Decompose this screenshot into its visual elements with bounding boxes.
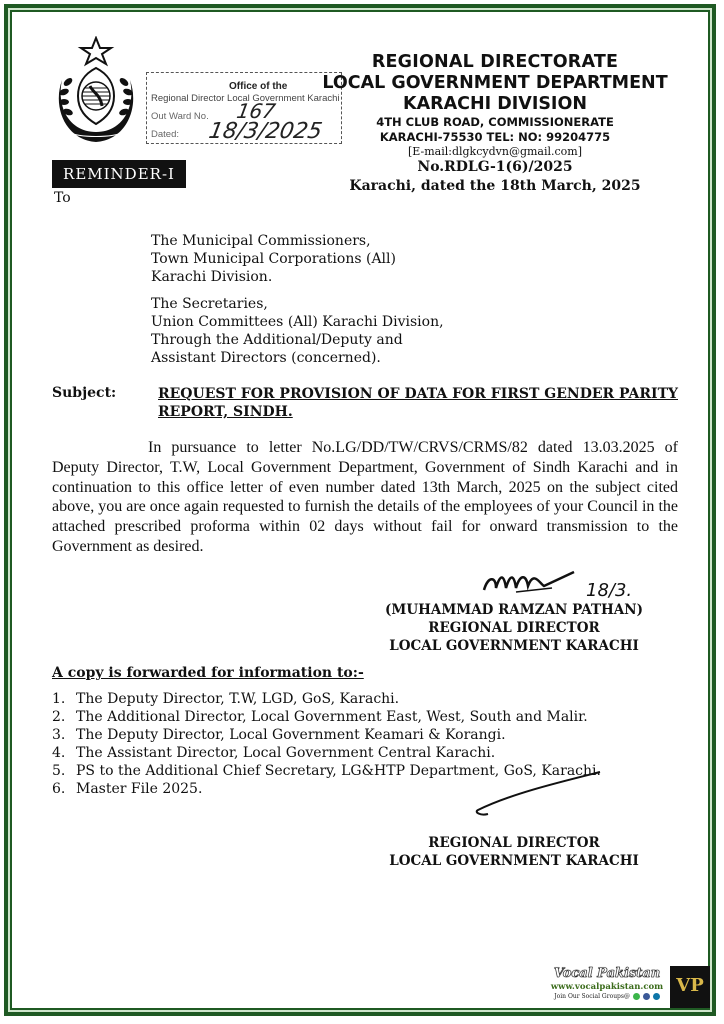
- sindh-government-emblem-icon: [50, 36, 142, 148]
- stamp-director-line: Regional Director Local Government Karachi: [151, 93, 340, 104]
- signatory-office-2: LOCAL GOVERNMENT KARACHI: [389, 853, 639, 869]
- letterhead-department: LOCAL GOVERNMENT DEPARTMENT: [322, 73, 668, 93]
- stamp-dated-value: 18/3/2025: [206, 119, 325, 144]
- addressee-line: Through the Additional/Deputy and: [151, 332, 403, 348]
- signatory-title: REGIONAL DIRECTOR: [428, 620, 600, 636]
- linkedin-icon: [653, 993, 660, 1000]
- watermark-join: Join Our Social Groups@: [548, 993, 666, 1000]
- addressee-block-1: [151, 232, 396, 286]
- signatory-office: LOCAL GOVERNMENT KARACHI: [389, 638, 639, 654]
- signatory-block: [380, 601, 648, 655]
- addressee-line: The Municipal Commissioners,: [151, 233, 371, 249]
- copy-forwarded-title: A copy is forwarded for information to:-: [52, 665, 364, 681]
- signature-stroke-icon: [470, 768, 610, 818]
- letter-body: [52, 438, 678, 557]
- addressee-line: Assistant Directors (concerned).: [151, 350, 381, 366]
- vocal-pakistan-logo-icon: VP: [670, 966, 710, 1008]
- signature-handwritten-date: 18/3.: [586, 580, 633, 601]
- letterhead-address-2: KARACHI-75530 TEL: NO: 99204775: [379, 130, 611, 144]
- addressee-line: The Secretaries,: [151, 296, 268, 312]
- handwritten-signature-icon: [482, 566, 642, 606]
- stamp-dated-label: Dated:: [151, 129, 179, 140]
- addressee-block-2: [151, 295, 444, 367]
- vocal-pakistan-watermark: [548, 966, 712, 1012]
- subject-label: Subject:: [52, 385, 117, 401]
- addressee-line: Karachi Division.: [151, 269, 273, 285]
- letterhead-division: KARACHI DIVISION: [403, 94, 587, 114]
- stamp-office-line: Office of the: [229, 81, 288, 92]
- stamp-outward-number: 167: [234, 99, 278, 123]
- list-item: 5. PS to the Additional Chief Secretary, LG&HTP Department, GoS, Karachi.: [52, 763, 601, 779]
- stamp-outward-label: Out Ward No.: [151, 111, 209, 122]
- watermark-url: www.vocalpakistan.com: [550, 982, 664, 992]
- letter-body-text: In pursuance to letter No.LG/DD/TW/CRVS/CRMS/82 dated 13.03.2025 of Deputy Director, T.W, Local Government Department, Government of Sindh Karachi and in continuation to this office letter of even number dated 13th March, 2025 on the subject cited above, you are once again requested to furnish the details of the employees of your Council in the attached prescribed proforma within 02 days without fail for onward transmission to the Government as desired.: [52, 439, 678, 555]
- addressee-line: Town Municipal Corporations (All): [151, 251, 396, 267]
- letterhead-email: [E-mail:dlgkcydvn@gmail.com]: [407, 145, 583, 158]
- facebook-icon: [643, 993, 650, 1000]
- list-item: 6. Master File 2025.: [52, 781, 203, 797]
- letterhead-address-1: 4TH CLUB ROAD, COMMISSIONERATE: [376, 115, 614, 129]
- addressee-line: Union Committees (All) Karachi Division,: [151, 314, 444, 330]
- signatory-name: (MUHAMMAD RAMZAN PATHAN): [384, 602, 644, 618]
- list-item: 1. The Deputy Director, T.W, LGD, GoS, Karachi.: [52, 691, 400, 707]
- reference-number: No.RDLG-1(6)/2025: [417, 159, 573, 175]
- letter-date: Karachi, dated the 18th March, 2025: [349, 178, 641, 194]
- signatory-title-2: REGIONAL DIRECTOR: [428, 835, 600, 851]
- list-item: 3. The Deputy Director, Local Government Keamari & Korangi.: [52, 727, 506, 743]
- whatsapp-icon: [633, 993, 640, 1000]
- reminder-badge: REMINDER-I: [52, 160, 186, 188]
- list-item: 4. The Assistant Director, Local Government Central Karachi.: [52, 745, 496, 761]
- signatory-block-2: [380, 834, 648, 870]
- to-label: To: [54, 190, 71, 206]
- watermark-brand: Vocal Pakistan: [553, 966, 661, 981]
- subject-text: REQUEST FOR PROVISION OF DATA FOR FIRST GENDER PARITY REPORT, SINDH.: [158, 386, 678, 420]
- letterhead-directorate: REGIONAL DIRECTORATE: [371, 52, 619, 72]
- list-item: 2. The Additional Director, Local Government East, West, South and Malir.: [52, 709, 588, 725]
